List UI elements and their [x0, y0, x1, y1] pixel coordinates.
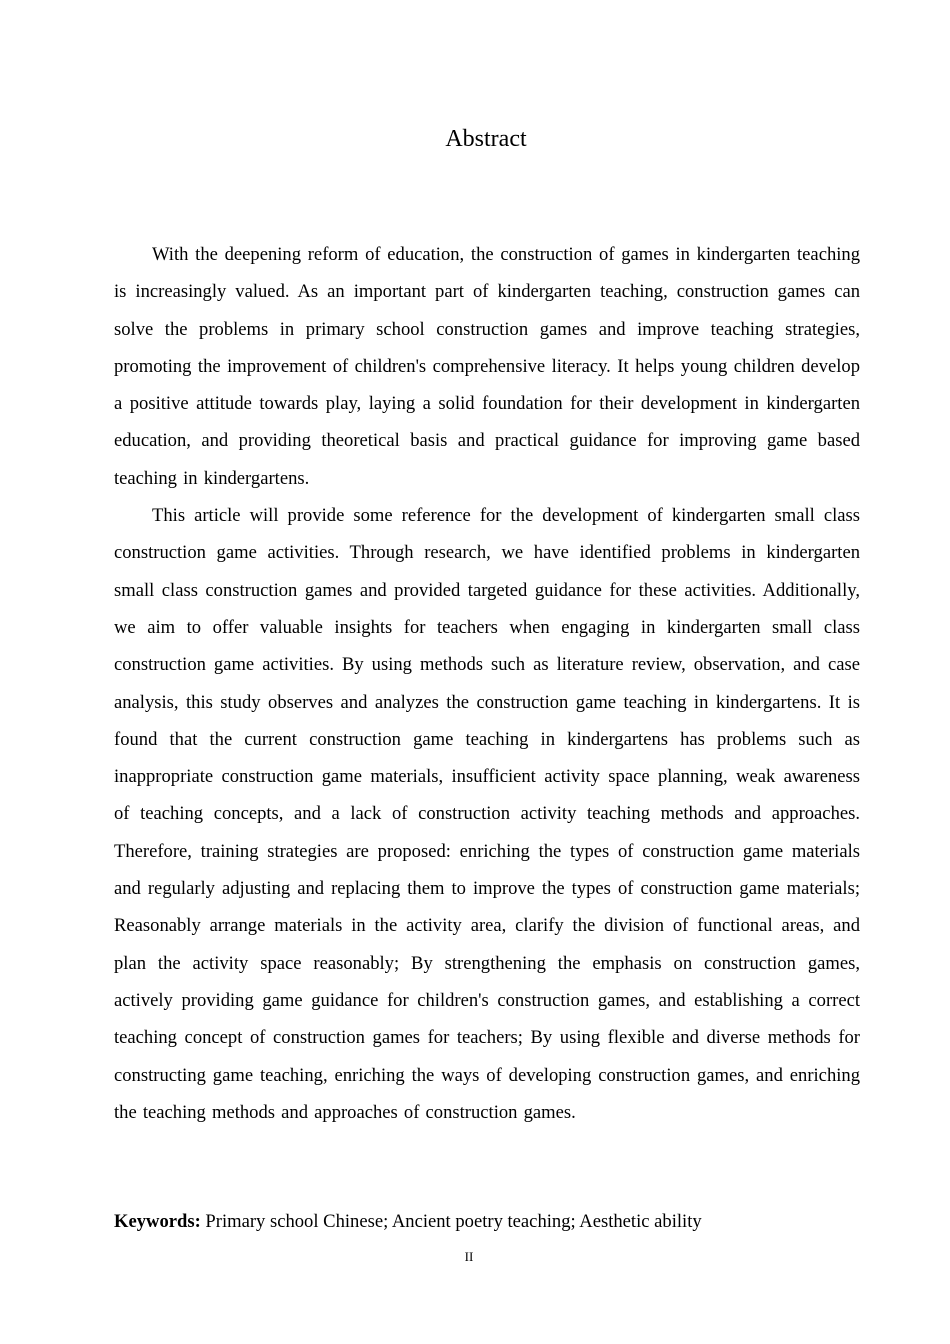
abstract-paragraph-1: With the deepening reform of education, the construction of games in kindergarten teaching is increasingly valued. As an important part of kindergarten teaching, construction games can solve the problems in primary school construction games and improve teaching strategies, promoting the improvement of children's comprehensive literacy. It helps young children develop a positive attitude towards play, laying a solid foundation for their development in kindergarten education, and providing theoretical basis and practical guidance for improving game based teaching in kindergartens.	[114, 244, 860, 489]
keywords-line	[114, 1208, 860, 1236]
keywords-label: Keywords:	[114, 1211, 201, 1232]
abstract-body	[114, 236, 860, 1131]
page-number: II	[464, 1249, 474, 1264]
abstract-paragraph-2: This article will provide some reference for the development of kindergarten small class construction game activities. Through research, we have identified problems in kindergarten small class construction games and provided targeted guidance for these activities. Additionally, we aim to offer valuable insights for teachers when engaging in kindergarten small class construction game activities. By using methods such as literature review, observation, and case analysis, this study observes and analyzes the construction game teaching in kindergartens. It is found that the current construction game teaching in kindergartens has problems such as inappropriate construction game materials, insufficient activity space planning, weak awareness of teaching concepts, and a lack of construction activity teaching methods and approaches. Therefore, training strategies are proposed: enriching the types of construction game materials and regularly adjusting and replacing them to improve the types of construction game materials; Reasonably arrange materials in the activity area, clarify the division of functional areas, and plan the activity space reasonably; By strengthening the emphasis on construction games, actively providing game guidance for children's construction games, and establishing a correct teaching concept of construction games for teachers; By using flexible and diverse methods for constructing game teaching, enriching the ways of developing construction games, and enriching the teaching methods and approaches of construction games.	[114, 505, 860, 1123]
keywords-text: Primary school Chinese; Ancient poetry teaching; Aesthetic ability	[205, 1211, 702, 1232]
page-title: Abstract	[445, 126, 527, 152]
